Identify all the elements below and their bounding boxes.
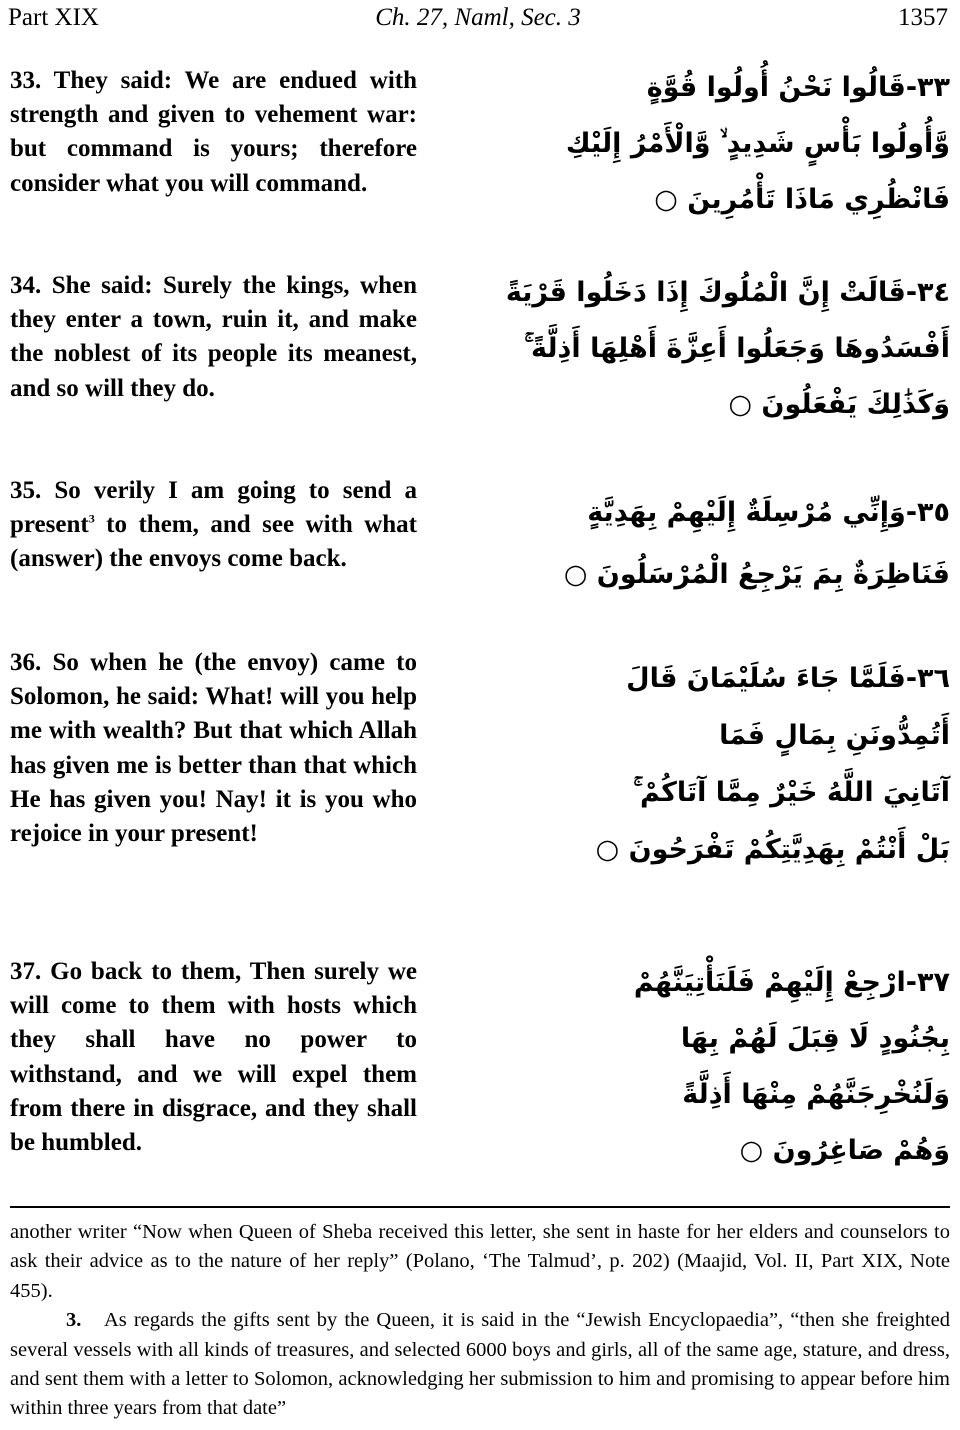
page-number: 1357 <box>898 4 948 31</box>
arabic-line: ٣٤-قَالَتْ إِنَّ الْمُلُوكَ إِذَا دَخَلُوا قَرْيَةً <box>505 277 950 308</box>
verse-arabic <box>530 955 950 1179</box>
arabic-line: أَتُمِدُّونَنِ بِمَالٍ فَمَا <box>719 720 950 751</box>
arabic-line: وَهُمْ صَاغِرُونَ ○ <box>739 1135 950 1166</box>
arabic-line: بِجُنُودٍ لَا قِبَلَ لَهُمْ بِهَا <box>680 1023 950 1054</box>
verse-35 <box>10 474 950 614</box>
arabic-line: ٣٥-وَإِنِّي مُرْسِلَةٌ إِلَيْهِمْ بِهَدِيَّةٍ <box>587 497 950 528</box>
verse-english: 34. She said: Surely the kings, when they enter a town, ruin it, and make the noblest of its people its meanest, and so will they do. <box>10 272 417 402</box>
verse-english: 36. So when he (the envoy) came to Solomon, he said: What! will you help me with wealth? But that which Allah has given me is better than that which He has given you! Nay! it is you who rejoice in your present! <box>10 649 417 848</box>
arabic-line: وَّأُولُوا بَأْسٍ شَدِيدٍ ۙ وَّالْأَمْرُ إِلَيْكِ <box>565 128 950 159</box>
verse-34 <box>10 269 950 444</box>
verse-text-part: to them, and see with what (answer) the envoys come back. <box>10 511 417 573</box>
verse-arabic <box>530 60 950 228</box>
arabic-line: فَانْظُرِي مَاذَا تَأْمُرِينَ ○ <box>654 184 950 215</box>
footnote-number: 3. <box>66 1309 82 1332</box>
footnote-continuation: another writer “Now when Queen of Sheba received this letter, she sent in haste for her elders and counselors to ask their advice as to the nature of her reply” (Polano, ‘The Talmud’, p. 202) (Maajid, Vol. II, Part XIX, Note 455). <box>10 1221 950 1302</box>
arabic-line: فَنَاظِرَةٌ بِمَ يَرْجِعُ الْمُرْسَلُونَ ○ <box>563 559 950 590</box>
footnote-3 <box>10 1306 950 1424</box>
arabic-line: ٣٧-ارْجِعْ إِلَيْهِمْ فَلَنَأْتِيَنَّهُمْ <box>633 967 950 998</box>
part-label: Part XIX <box>8 4 99 31</box>
arabic-line: وَلَنُخْرِجَنَّهُمْ مِنْهَا أَذِلَّةً <box>682 1079 950 1110</box>
verse-arabic <box>530 650 950 878</box>
verse-33 <box>10 64 950 239</box>
footnote-text: As regards the gifts sent by the Queen, it is said in the “Jewish Encyclopaedia”, “then she freighted several vessels with all kinds of treasures, and selected 6000 boys and girls, all of the same age, stature, and dress, and sent them with a letter to Solomon, acknowledging her submission to him and promising to appear before him within three years from that date” <box>10 1309 950 1420</box>
chapter-label: Ch. 27, Naml, Sec. 3 <box>375 4 581 31</box>
footnotes <box>10 1218 950 1424</box>
arabic-line: ٣٣-قَالُوا نَحْنُ أُولُوا قُوَّةٍ <box>646 72 950 103</box>
verse-english: 37. Go back to them, Then surely we will come to them with hosts which they shall have no power to withstand, and we will expel them from there in disgrace, and they shall be humbled. <box>10 958 417 1157</box>
verse-english: 33. They said: We are endued with strength and given to vehement war: but command is yours; therefore consider what you will command. <box>10 67 417 197</box>
footnote-divider <box>10 1206 950 1208</box>
verse-text-part: 35. So verily I am going to send a present <box>10 477 417 539</box>
verse-arabic <box>530 482 950 606</box>
arabic-line: وَكَذَٰلِكَ يَفْعَلُونَ ○ <box>728 389 950 420</box>
verse-english <box>10 474 417 577</box>
arabic-line: بَلْ أَنْتُمْ بِهَدِيَّتِكُمْ تَفْرَحُونَ ○ <box>595 834 950 865</box>
arabic-line: ٣٦-فَلَمَّا جَاءَ سُلَيْمَانَ قَالَ <box>626 663 950 694</box>
footnote-reference[interactable]: 3 <box>88 511 95 526</box>
verse-37 <box>10 955 950 1195</box>
arabic-line: آتَانِيَ اللَّهُ خَيْرٌ مِمَّا آتَاكُمْ ۚ <box>633 777 950 808</box>
arabic-line: أَفْسَدُوهَا وَجَعَلُوا أَعِزَّةَ أَهْلِهَا أَذِلَّةً ۚ <box>524 333 950 364</box>
running-header <box>8 4 948 38</box>
verse-36 <box>10 646 950 916</box>
verse-arabic <box>505 265 950 433</box>
